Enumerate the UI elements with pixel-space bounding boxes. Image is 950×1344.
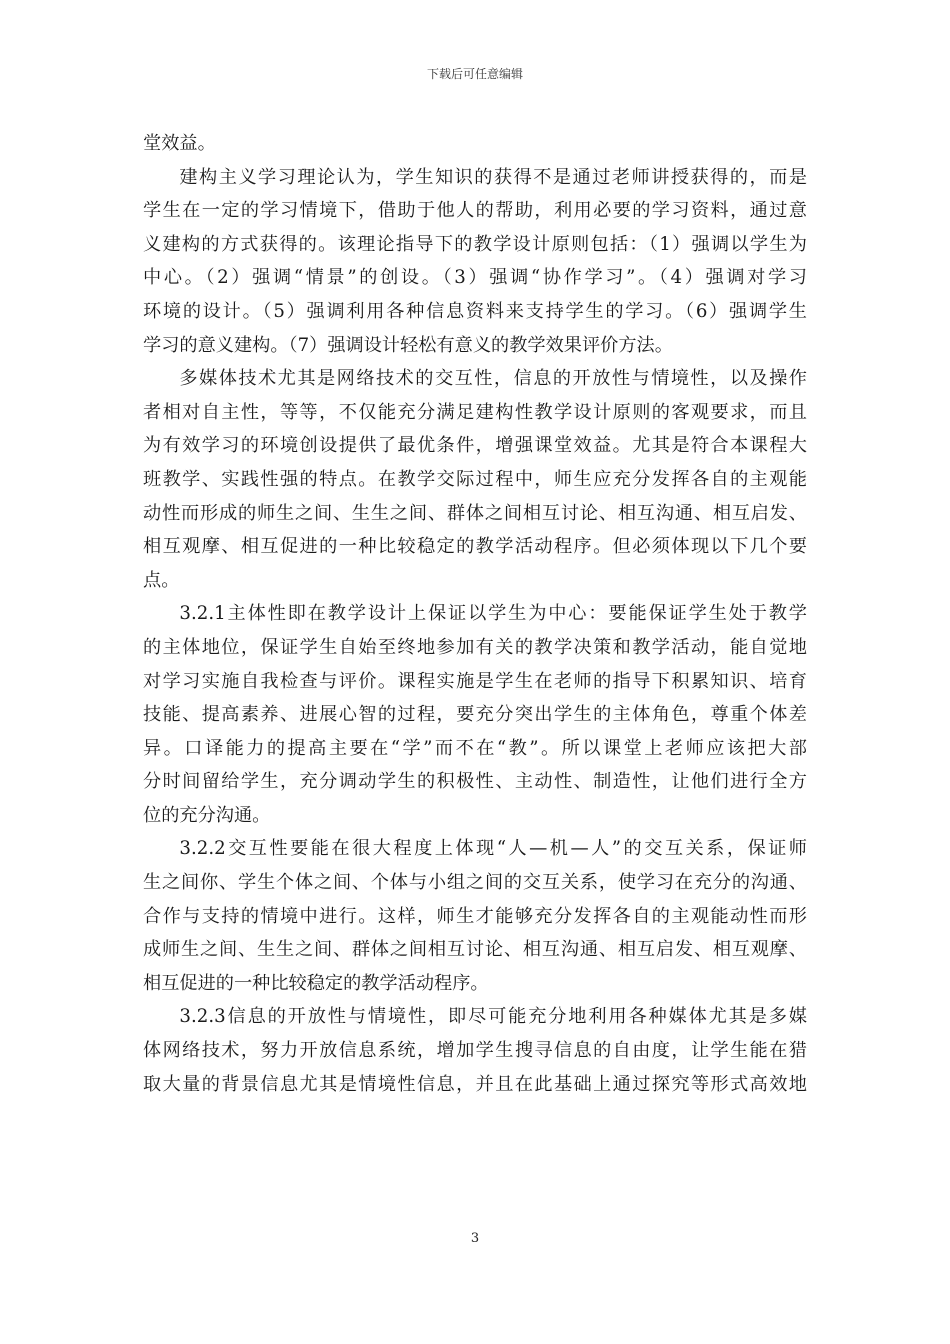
text-line: 生之间你、学生个体之间、个体与小组之间的交互关系，使学习在充分的沟通、 [143,872,807,894]
text-line: 动性而形成的师生之间、生生之间、群体之间相互讨论、相互沟通、相互启发、 [143,502,807,524]
text-line: 者相对自主性，等等，不仅能充分满足建构性教学设计原则的客观要求，而且 [143,401,807,423]
paragraph-constructivism [143,161,807,363]
text-line: 3.2.1主体性即在教学设计上保证以学生为中心：要能保证学生处于教学 [179,603,807,625]
text-line: 对学习实施自我检查与评价。课程实施是学生在老师的指导下积累知识、培育 [143,670,807,692]
text-line: 学习的意义建构。（7）强调设计轻松有意义的教学效果评价方法。 [143,334,673,356]
text-line: 为有效学习的环境创设提供了最优条件，增强课堂效益。尤其是符合本课程大 [143,435,807,457]
text-line: 班教学、实践性强的特点。在教学交际过程中，师生应充分发挥各自的主观能 [143,468,807,490]
text-line: 成师生之间、生生之间、群体之间相互讨论、相互沟通、相互启发、相互观摩、 [143,939,807,961]
text-line: 中心。（2）强调“情景”的创设。（3）强调“协作学习”。（4）强调对学习 [143,267,807,289]
text-line: 义建构的方式获得的。该理论指导下的教学设计原则包括：（1）强调以学生为 [143,233,807,255]
text-line: 异。口译能力的提高主要在“学”而不在“教”。所以课堂上老师应该把大部 [143,737,807,759]
text-line: 位的充分沟通。 [143,804,271,826]
page-header: 下载后可任意编辑 [426,67,523,81]
text-line: 取大量的背景信息尤其是情境性信息，并且在此基础上通过探究等形式高效地 [143,1073,807,1095]
paragraph-section-3-2-3 [143,1000,807,1101]
text-line: 堂效益。 [143,133,216,154]
text-line: 3.2.2交互性要能在很大程度上体现“人—机—人”的交互关系，保证师 [179,838,807,860]
text-line: 点。 [143,569,180,591]
text-line: 技能、提高素养、进展心智的过程，要充分突出学生的主体角色，尊重个体差 [143,704,807,726]
text-line: 多媒体技术尤其是网络技术的交互性，信息的开放性与情境性，以及操作 [179,368,807,390]
text-line: 体网络技术，努力开放信息系统，增加学生搜寻信息的自由度，让学生能在猎 [143,1040,807,1062]
text-line: 学生在一定的学习情境下，借助于他人的帮助，利用必要的学习资料，通过意 [143,200,807,222]
paragraph-continuation [143,127,807,161]
text-line: 建构主义学习理论认为，学生知识的获得不是通过老师讲授获得的，而是 [179,166,807,188]
paragraph-section-3-2-1 [143,597,807,832]
text-line: 相互促进的一种比较稳定的教学活动程序。 [143,972,489,994]
text-line: 分时间留给学生，充分调动学生的积极性、主动性、制造性，让他们进行全方 [143,771,807,793]
text-line: 3.2.3信息的开放性与情境性，即尽可能充分地利用各种媒体尤其是多媒 [179,1006,807,1028]
text-line: 环境的设计。（5）强调利用各种信息资料来支持学生的学习。（6）强调学生 [143,300,807,322]
paragraph-section-3-2-2 [143,832,807,1000]
page-number: 3 [470,1231,480,1246]
text-line: 的主体地位，保证学生自始至终地参加有关的教学决策和教学活动，能自觉地 [143,636,807,658]
text-line: 相互观摩、相互促进的一种比较稳定的教学活动程序。但必须体现以下几个要 [143,536,807,558]
text-line: 合作与支持的情境中进行。这样，师生才能够充分发挥各自的主观能动性而形 [143,905,807,927]
document-body [143,127,807,1101]
paragraph-multimedia [143,362,807,597]
